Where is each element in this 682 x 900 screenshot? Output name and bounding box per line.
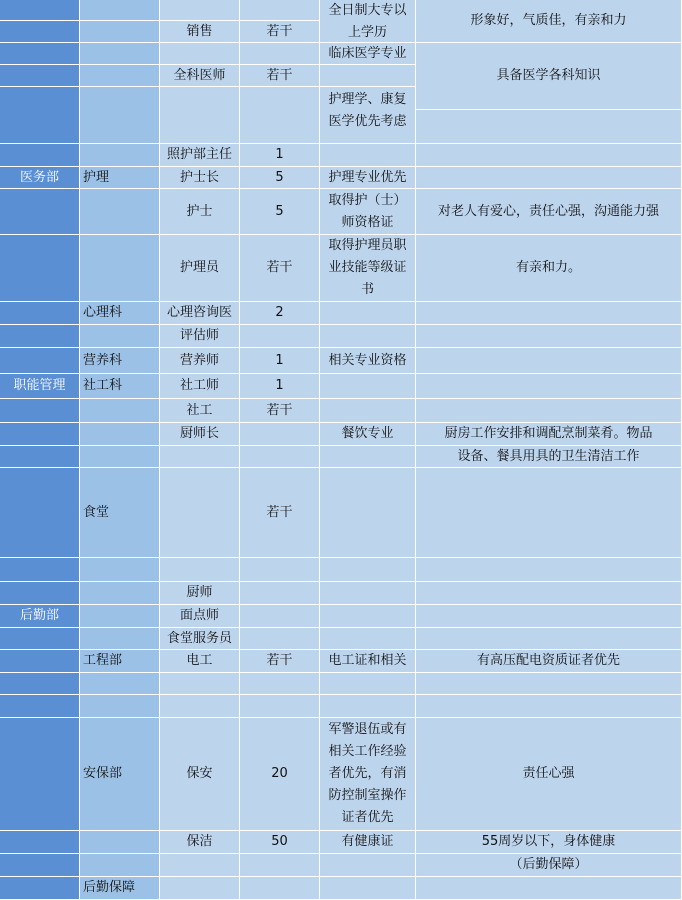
dept-cell[interactable] [0, 0, 80, 21]
cell-text: 1 [275, 378, 284, 393]
extra-cell[interactable] [416, 167, 682, 189]
cell-text: 具备医学各科知识 [496, 68, 601, 83]
position-cell[interactable] [160, 167, 240, 189]
position-cell[interactable] [160, 235, 240, 302]
subdept-cell[interactable] [80, 0, 160, 21]
dept-cell[interactable] [0, 877, 80, 900]
subdept-cell[interactable] [80, 605, 160, 628]
subdept-cell[interactable] [80, 144, 160, 167]
subdept-cell[interactable] [80, 446, 160, 468]
cell-text: 职能管理 [13, 378, 66, 393]
extra-cell[interactable] [416, 0, 682, 43]
cell-text: 50 [271, 834, 288, 849]
dept-cell[interactable] [0, 628, 80, 650]
cell-text: 若干 [266, 23, 293, 39]
subdept-cell[interactable] [80, 558, 160, 582]
cell-text: 厨师 [186, 585, 213, 600]
requirement-cell[interactable] [320, 423, 416, 446]
requirement-cell[interactable] [320, 325, 416, 348]
position-cell[interactable] [160, 877, 240, 900]
text-line: 有健康证 [341, 834, 394, 849]
extra-cell[interactable] [416, 877, 682, 900]
subdept-cell[interactable] [80, 877, 160, 900]
subdept-cell[interactable] [80, 399, 160, 423]
position-cell[interactable] [160, 628, 240, 650]
requirement-cell[interactable] [320, 468, 416, 558]
cell-text: 全科医师 [173, 67, 226, 83]
text-line: 取得护理员职 [328, 238, 407, 253]
requirement-cell[interactable] [320, 558, 416, 582]
dept-cell[interactable] [0, 399, 80, 423]
requirement-cell[interactable] [320, 446, 416, 468]
count-cell[interactable] [240, 325, 320, 348]
extra-cell[interactable] [416, 325, 682, 348]
text-line: 师资格证 [341, 215, 394, 230]
extra-cell[interactable] [416, 399, 682, 423]
count-cell[interactable] [240, 43, 320, 65]
count-cell[interactable] [240, 628, 320, 650]
cell-text: 面点师 [179, 608, 219, 623]
cell-text: 厨师长 [179, 426, 219, 441]
position-cell[interactable] [160, 189, 240, 235]
dept-cell[interactable] [0, 167, 80, 189]
subdept-cell[interactable] [80, 468, 160, 558]
text-line: 上学历 [347, 25, 387, 40]
cell-text: 5 [275, 169, 284, 185]
requirement-cell[interactable] [320, 302, 416, 325]
dept-cell[interactable] [0, 650, 80, 673]
subdept-cell[interactable] [80, 65, 160, 87]
dept-cell[interactable] [0, 854, 80, 877]
text-line: 临床医学专业 [328, 46, 407, 61]
cell-text: 有亲和力。 [515, 260, 581, 275]
subdept-cell[interactable] [80, 43, 160, 65]
cell-text: 若干 [266, 260, 293, 275]
count-cell[interactable] [240, 167, 320, 189]
text-line: 医学优先考虑 [328, 114, 407, 129]
text-line: 全日制大专以 [328, 3, 407, 18]
dept-cell[interactable] [0, 695, 80, 718]
extra-cell[interactable] [416, 423, 682, 446]
count-cell[interactable] [240, 374, 320, 399]
subdept-cell[interactable] [80, 650, 160, 673]
text-line: 相关专业资格 [328, 353, 407, 368]
extra-cell[interactable] [416, 582, 682, 605]
cell-text: 心理咨询医 [166, 305, 232, 320]
text-line: 相关工作经验 [328, 744, 407, 759]
position-cell[interactable] [160, 21, 240, 43]
position-cell[interactable] [160, 43, 240, 65]
requirement-cell[interactable] [320, 87, 416, 144]
cell-text: 营养师 [179, 352, 219, 368]
count-cell[interactable] [240, 877, 320, 900]
subdept-cell[interactable] [80, 235, 160, 302]
requirement-cell[interactable] [320, 374, 416, 399]
extra-cell[interactable] [416, 235, 682, 302]
position-cell[interactable] [160, 854, 240, 877]
dept-cell[interactable] [0, 605, 80, 628]
requirement-cell[interactable] [320, 348, 416, 374]
requirement-cell[interactable] [320, 854, 416, 877]
subdept-cell[interactable] [80, 302, 160, 325]
dept-cell[interactable] [0, 468, 80, 558]
subdept-cell[interactable] [80, 695, 160, 718]
count-cell[interactable] [240, 854, 320, 877]
extra-cell[interactable] [416, 468, 682, 558]
cell-text: 护士长 [179, 169, 219, 185]
cell-text: 工程部 [83, 653, 123, 668]
cell-text: 1 [275, 147, 284, 162]
position-cell[interactable] [160, 468, 240, 558]
cell-text: 对老人有爱心，责任心强，沟通能力强 [437, 203, 659, 219]
count-cell[interactable] [240, 446, 320, 468]
subdept-cell[interactable] [80, 189, 160, 235]
dept-cell[interactable] [0, 144, 80, 167]
cell-text: 社工师 [179, 378, 219, 393]
requirement-cell[interactable] [320, 877, 416, 900]
text-line: 证者优先 [341, 810, 394, 825]
dept-cell[interactable] [0, 65, 80, 87]
extra-cell[interactable] [416, 348, 682, 374]
count-cell[interactable] [240, 302, 320, 325]
requirement-cell[interactable] [320, 399, 416, 423]
text-line: 护理学、康复 [328, 92, 407, 107]
extra-cell[interactable] [416, 189, 682, 235]
requirement-cell[interactable] [320, 628, 416, 650]
dept-cell[interactable] [0, 673, 80, 695]
subdept-cell[interactable] [80, 348, 160, 374]
subdept-cell[interactable] [80, 21, 160, 43]
count-cell[interactable] [240, 673, 320, 695]
cell-text: 后勤保障 [83, 880, 136, 895]
count-cell[interactable] [240, 399, 320, 423]
cell-text: 有高压配电资质证者优先 [476, 653, 620, 668]
requirement-cell[interactable] [320, 650, 416, 673]
dept-cell[interactable] [0, 43, 80, 65]
extra-cell[interactable] [416, 650, 682, 673]
cell-text: 安保部 [83, 766, 123, 781]
position-cell[interactable] [160, 87, 240, 144]
position-cell[interactable] [160, 673, 240, 695]
position-cell[interactable] [160, 423, 240, 446]
count-cell[interactable] [240, 582, 320, 605]
cell-text: 55周岁以下，身体健康 [481, 834, 616, 849]
text-line: 书 [360, 282, 374, 297]
requirement-cell[interactable] [320, 167, 416, 189]
cell-text: 保洁 [186, 834, 213, 849]
dept-cell[interactable] [0, 348, 80, 374]
count-cell[interactable] [240, 605, 320, 628]
position-cell[interactable] [160, 446, 240, 468]
dept-cell[interactable] [0, 302, 80, 325]
extra-cell[interactable] [416, 605, 682, 628]
cell-text: 照护部主任 [166, 147, 232, 162]
cell-text: 心理科 [83, 305, 123, 320]
cell-text: 销售 [186, 23, 213, 39]
dept-cell[interactable] [0, 325, 80, 348]
count-cell[interactable] [240, 65, 320, 87]
requirement-cell[interactable] [320, 43, 416, 65]
position-cell[interactable] [160, 0, 240, 21]
cell-text: 护理 [83, 169, 110, 185]
count-cell[interactable] [240, 558, 320, 582]
cell-text: 食堂服务员 [166, 630, 232, 646]
cell-text: 若干 [266, 402, 293, 418]
subdept-cell[interactable] [80, 582, 160, 605]
cell-text: 营养科 [83, 352, 123, 368]
text-line: 电工证和相关 [328, 653, 407, 668]
subdept-cell[interactable] [80, 628, 160, 650]
dept-cell[interactable] [0, 558, 80, 582]
subdept-cell[interactable] [80, 718, 160, 831]
subdept-cell[interactable] [80, 167, 160, 189]
dept-cell[interactable] [0, 582, 80, 605]
extra-cell[interactable] [416, 43, 682, 110]
text-line: 业技能等级证 [328, 260, 407, 275]
requirement-cell[interactable] [320, 144, 416, 167]
extra-cell[interactable] [416, 854, 682, 877]
dept-cell[interactable] [0, 21, 80, 43]
count-cell[interactable] [240, 235, 320, 302]
cell-text: 若干 [266, 653, 293, 668]
subdept-cell[interactable] [80, 854, 160, 877]
extra-cell[interactable] [416, 446, 682, 468]
position-cell[interactable] [160, 374, 240, 399]
position-cell[interactable] [160, 399, 240, 423]
subdept-cell[interactable] [80, 87, 160, 144]
subdept-cell[interactable] [80, 831, 160, 854]
position-cell[interactable] [160, 302, 240, 325]
extra-cell[interactable] [416, 628, 682, 650]
cell-text: 若干 [266, 504, 293, 520]
position-cell[interactable] [160, 65, 240, 87]
cell-text: 护理员 [179, 260, 219, 275]
cell-text: 2 [275, 305, 284, 320]
cell-text: 评估师 [179, 328, 219, 343]
cell-text: （后勤保障） [509, 857, 588, 872]
extra-cell[interactable] [416, 558, 682, 582]
count-cell[interactable] [240, 189, 320, 235]
position-cell[interactable] [160, 348, 240, 374]
count-cell[interactable] [240, 468, 320, 558]
dept-cell[interactable] [0, 831, 80, 854]
cell-text: 后勤部 [19, 608, 59, 623]
requirement-cell[interactable] [320, 235, 416, 302]
text-line: 防控制室操作 [328, 788, 407, 803]
count-cell[interactable] [240, 21, 320, 43]
cell-text: 责任心强 [522, 766, 575, 781]
cell-text: 医务部 [19, 169, 59, 185]
cell-text: 厨房工作安排和调配烹制菜肴。物品 [444, 426, 653, 441]
count-cell[interactable] [240, 0, 320, 21]
text-line: 取得护（士） [328, 193, 407, 208]
cell-text: 设备、餐具用具的卫生清洁工作 [457, 448, 640, 464]
extra-cell[interactable] [416, 374, 682, 399]
text-line: 护理专业优先 [328, 170, 407, 185]
cell-text: 保安 [186, 766, 213, 781]
cell-text: 5 [275, 203, 284, 219]
cell-text: 1 [275, 352, 284, 368]
extra-cell[interactable] [416, 110, 682, 144]
cell-text: 社工科 [83, 378, 123, 393]
position-cell[interactable] [160, 558, 240, 582]
position-cell[interactable] [160, 325, 240, 348]
extra-cell[interactable] [416, 302, 682, 325]
extra-cell[interactable] [416, 831, 682, 854]
requirement-cell[interactable] [320, 0, 416, 43]
count-cell[interactable] [240, 695, 320, 718]
extra-cell[interactable] [416, 695, 682, 718]
position-cell[interactable] [160, 718, 240, 831]
requirement-cell[interactable] [320, 673, 416, 695]
subdept-cell[interactable] [80, 374, 160, 399]
requirement-cell[interactable] [320, 718, 416, 831]
dept-cell[interactable] [0, 374, 80, 399]
text-line: 餐饮专业 [341, 426, 394, 441]
text-line: 者优先，有消 [328, 766, 407, 781]
count-cell[interactable] [240, 348, 320, 374]
subdept-cell[interactable] [80, 673, 160, 695]
count-cell[interactable] [240, 831, 320, 854]
requirement-cell[interactable] [320, 582, 416, 605]
dept-cell[interactable] [0, 189, 80, 235]
position-cell[interactable] [160, 831, 240, 854]
dept-cell[interactable] [0, 87, 80, 144]
position-cell[interactable] [160, 605, 240, 628]
subdept-cell[interactable] [80, 423, 160, 446]
cell-text: 20 [271, 766, 288, 781]
cell-text: 电工 [186, 653, 213, 668]
cell-text: 社工 [186, 402, 213, 418]
count-cell[interactable] [240, 144, 320, 167]
dept-cell[interactable] [0, 423, 80, 446]
position-cell[interactable] [160, 695, 240, 718]
position-cell[interactable] [160, 650, 240, 673]
requirement-cell[interactable] [320, 605, 416, 628]
count-cell[interactable] [240, 423, 320, 446]
requirement-cell[interactable] [320, 831, 416, 854]
dept-cell[interactable] [0, 446, 80, 468]
dept-cell[interactable] [0, 235, 80, 302]
count-cell[interactable] [240, 87, 320, 144]
dept-cell[interactable] [0, 718, 80, 831]
requirement-cell[interactable] [320, 65, 416, 87]
requirement-cell[interactable] [320, 695, 416, 718]
extra-cell[interactable] [416, 144, 682, 167]
count-cell[interactable] [240, 718, 320, 831]
extra-cell[interactable] [416, 673, 682, 695]
text-line: 军警退伍或有 [328, 722, 407, 737]
subdept-cell[interactable] [80, 325, 160, 348]
cell-text: 形象好，气质佳，有亲和力 [470, 13, 627, 28]
cell-text: 食堂 [83, 504, 110, 520]
cell-text: 若干 [266, 67, 293, 83]
position-cell[interactable] [160, 582, 240, 605]
extra-cell[interactable] [416, 718, 682, 831]
count-cell[interactable] [240, 650, 320, 673]
position-cell[interactable] [160, 144, 240, 167]
cell-text: 护士 [186, 203, 213, 219]
requirement-cell[interactable] [320, 189, 416, 235]
